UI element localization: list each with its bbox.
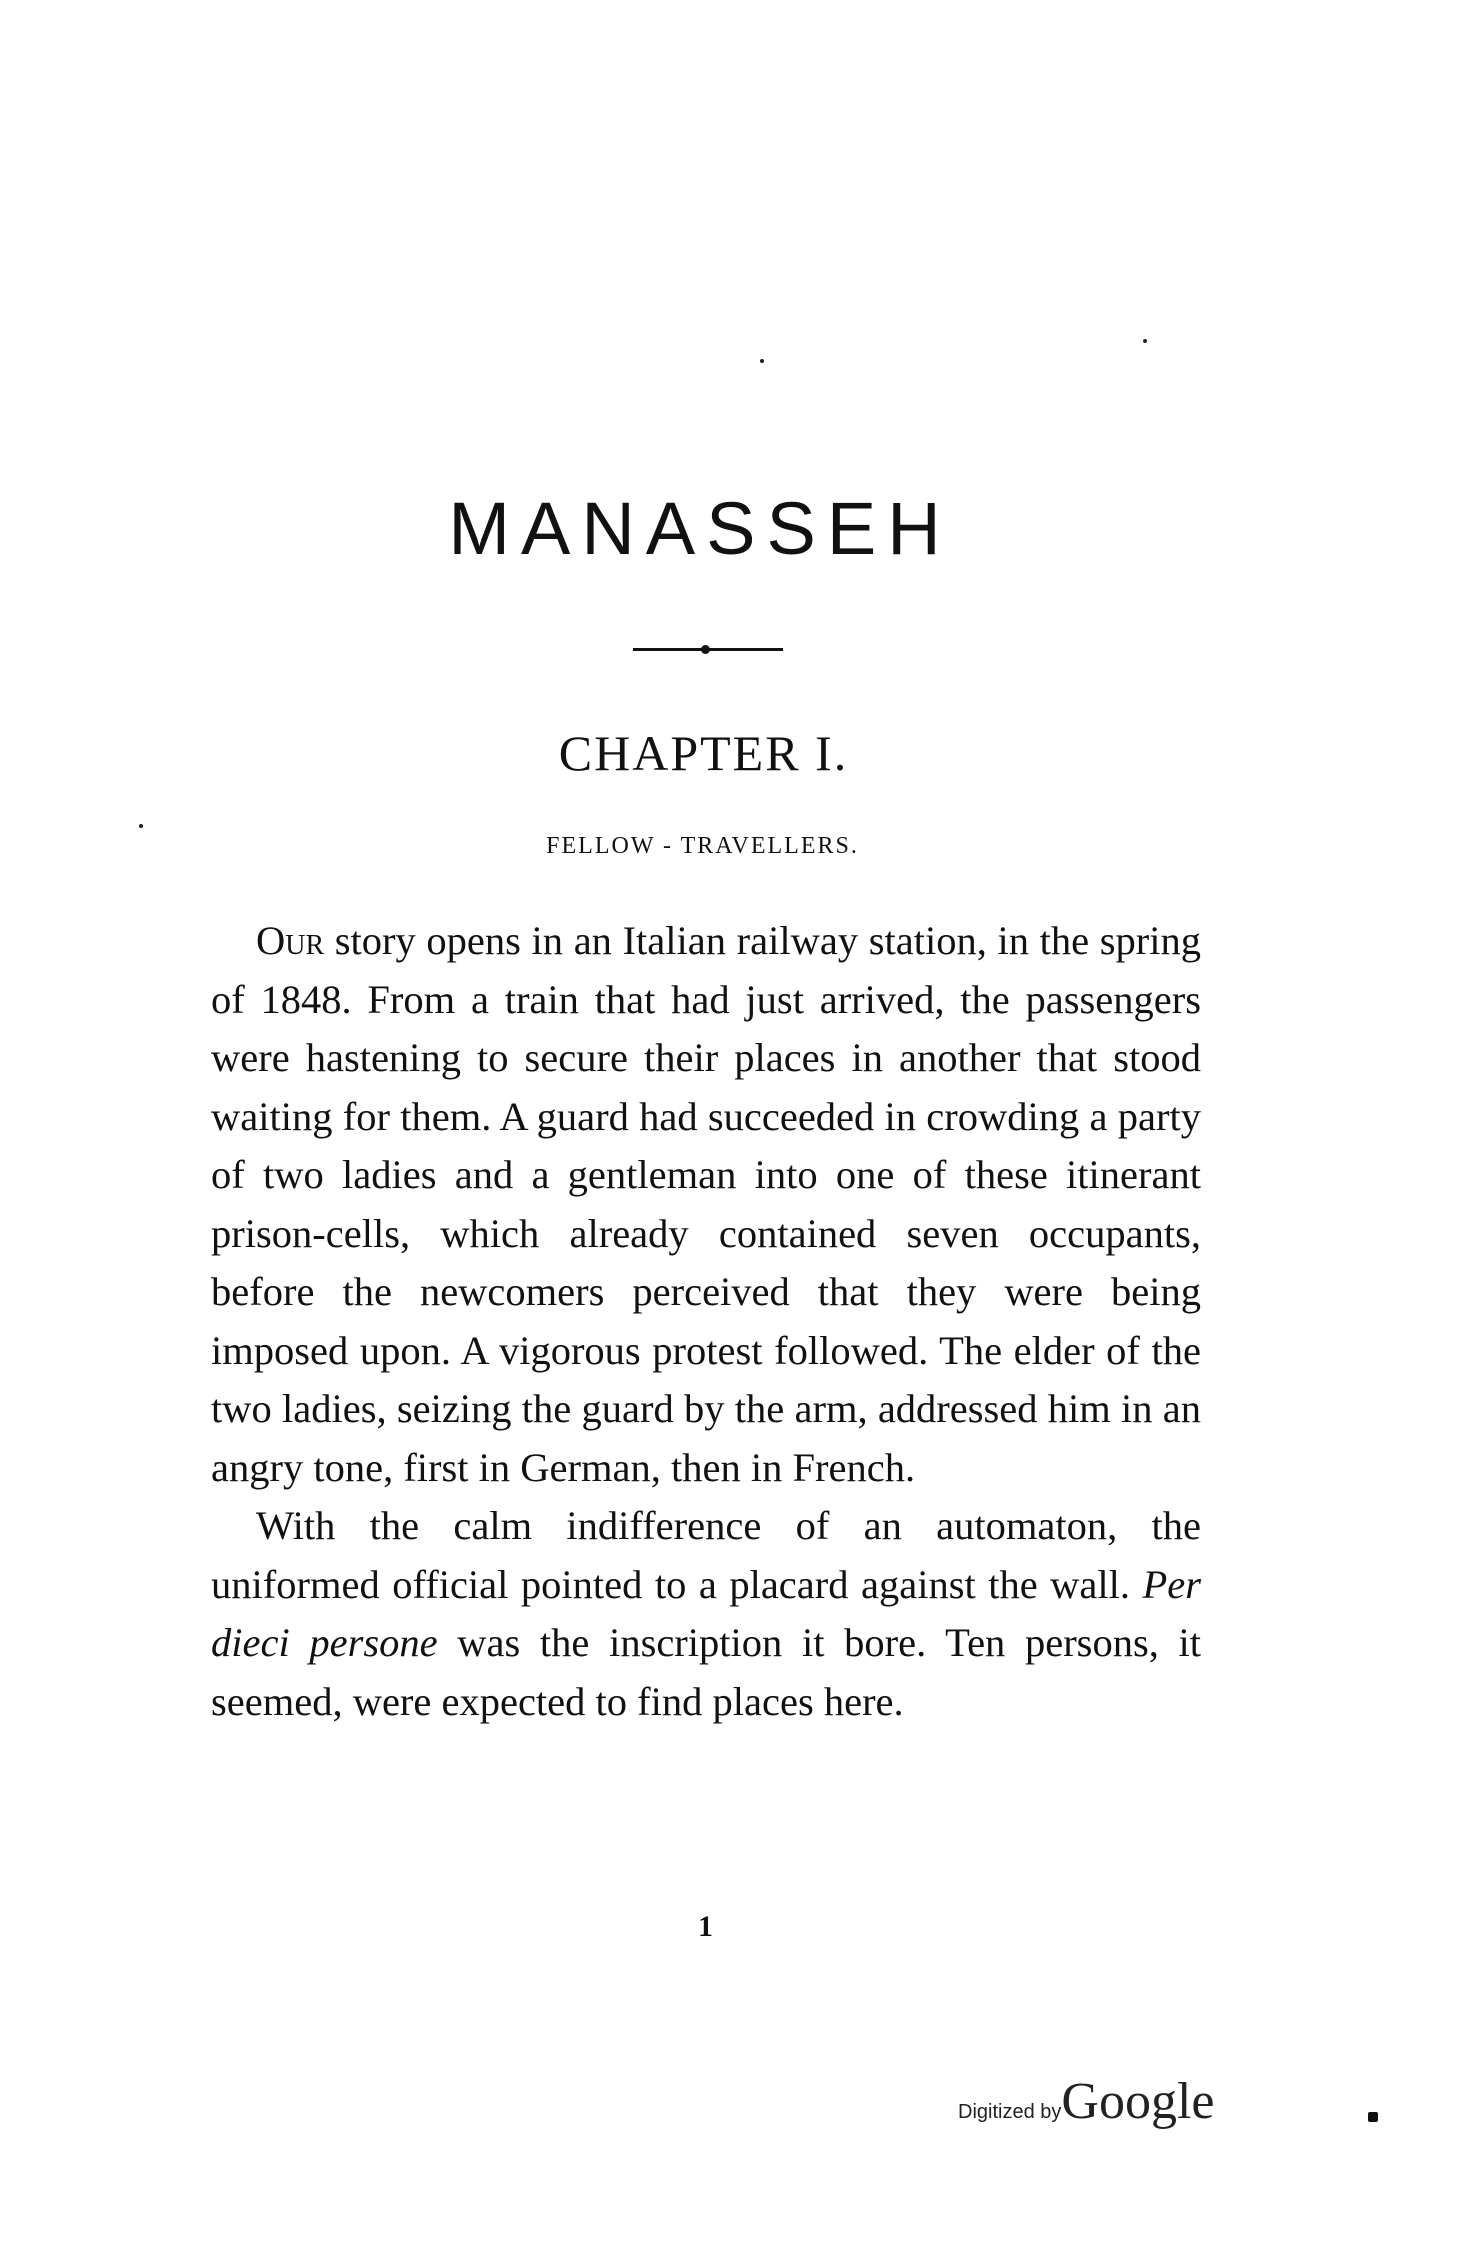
book-title: MANASSEH xyxy=(448,487,952,570)
ink-speck xyxy=(1143,339,1147,343)
ink-speck xyxy=(760,359,764,363)
page-number: 1 xyxy=(698,1910,713,1943)
chapter-subtitle: FELLOW - TRAVELLERS. xyxy=(546,833,859,859)
paragraph-1 xyxy=(211,912,1201,1497)
paragraph-2 xyxy=(211,1497,1201,1731)
title-ornament-rule xyxy=(633,648,783,651)
paragraph-2-after: was the inscription it bore. Ten persons, it seemed, were expected to find places here. xyxy=(211,1620,1201,1724)
paragraph-1-text: story opens in an Italian railway station, in the spring of 1848. From a train that had just arrived, the passengers were hastening to secure their places in another that stood waiting for them. A guard had succeeded in crowding a party of two ladies and a gentleman into one of these itinerant prison-cells, which already contained seven occupants, before the newcomers perceived that they were being imposed upon. A vigorous protest followed. The elder of the two ladies, seizing the guard by the arm, addressed him in an angry tone, first in German, then in French. xyxy=(211,918,1201,1490)
digitized-by-watermark xyxy=(958,2073,1215,2130)
paragraph-2-before: With the calm indifference of an automaton, the uniformed official pointed to a placard against the wall. xyxy=(211,1503,1201,1607)
margin-dot-mark xyxy=(1368,2112,1378,2122)
ink-speck xyxy=(139,824,143,828)
digitized-brand: Google xyxy=(1061,2073,1215,2130)
chapter-heading: CHAPTER I. xyxy=(558,725,849,781)
chapter-body xyxy=(211,912,1201,1731)
digitized-prefix: Digitized by xyxy=(958,2101,1062,2123)
paragraph-1-lead: Our xyxy=(256,918,325,963)
paragraph-2-italic: Per dieci persone xyxy=(211,1561,1201,1665)
